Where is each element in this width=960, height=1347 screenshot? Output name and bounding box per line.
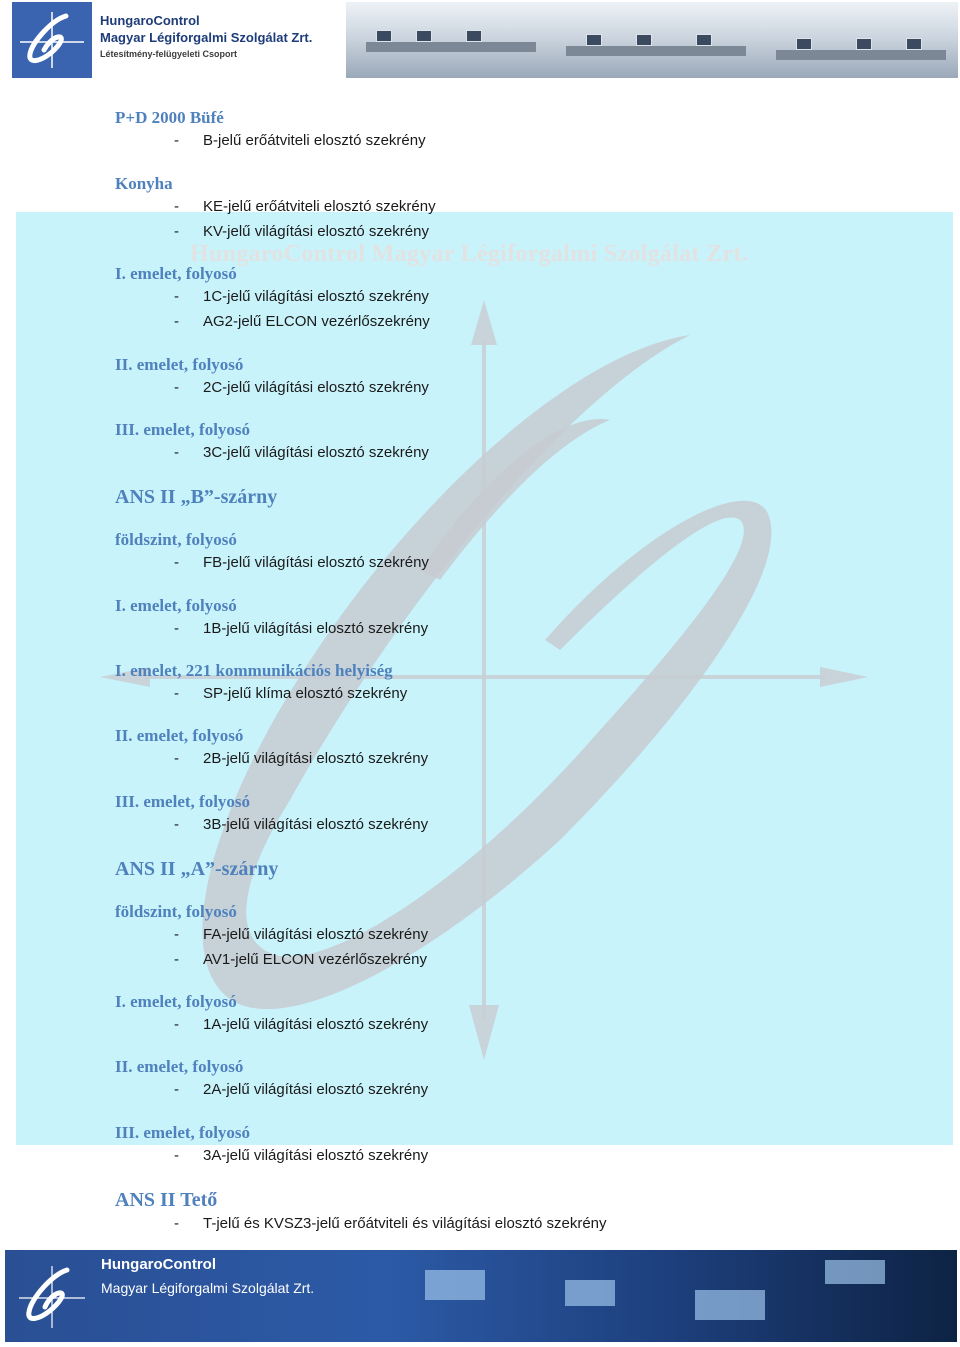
list-bullet: -	[174, 444, 179, 461]
list-item-text: 3A-jelű világítási elosztó szekrény	[203, 1147, 429, 1164]
header-org-name: HungaroControl	[100, 13, 200, 28]
list-bullet: -	[174, 816, 179, 833]
company-logo	[12, 2, 92, 78]
list-item-text: 1B-jelű világítási elosztó szekrény	[203, 620, 429, 637]
list-item	[174, 554, 429, 571]
header-org-dept: Létesítmény-felügyeleti Csoport	[100, 49, 238, 59]
section-heading: III. emelet, folyosó	[115, 792, 251, 811]
list-item	[174, 379, 429, 396]
list-item-text: T-jelű és KVSZ3-jelű erőátviteli és világítási elosztó szekrény	[203, 1215, 607, 1232]
list-item	[174, 816, 428, 833]
list-item	[174, 132, 426, 149]
section-heading: II. emelet, folyosó	[115, 355, 244, 374]
list-item	[174, 198, 436, 215]
section-heading: III. emelet, folyosó	[115, 1123, 251, 1142]
section-heading: I. emelet, folyosó	[115, 992, 237, 1011]
section-heading: ANS II „B”-szárny	[115, 486, 278, 508]
list-item	[174, 620, 428, 637]
list-bullet: -	[174, 620, 179, 637]
list-bullet: -	[174, 926, 179, 943]
list-item-text: KV-jelű világítási elosztó szekrény	[203, 223, 429, 240]
list-bullet: -	[174, 223, 179, 240]
section-heading: II. emelet, folyosó	[115, 1057, 244, 1076]
list-bullet: -	[174, 1081, 179, 1098]
list-item	[174, 926, 428, 943]
list-item-text: 3C-jelű világítási elosztó szekrény	[203, 444, 429, 461]
section-heading: földszint, folyosó	[115, 902, 237, 921]
list-bullet: -	[174, 313, 179, 330]
footer-org-full: Magyar Légiforgalmi Szolgálat Zrt.	[101, 1280, 315, 1296]
list-item-text: B-jelű erőátviteli elosztó szekrény	[203, 132, 426, 149]
list-bullet: -	[174, 379, 179, 396]
list-bullet: -	[174, 198, 179, 215]
control-room-photo	[346, 2, 958, 78]
section-heading: I. emelet, folyosó	[115, 264, 237, 283]
list-bullet: -	[174, 1147, 179, 1164]
list-item-text: 3B-jelű világítási elosztó szekrény	[203, 816, 429, 833]
list-bullet: -	[174, 951, 179, 968]
list-item-text: 2C-jelű világítási elosztó szekrény	[203, 379, 429, 396]
list-item-text: AV1-jelű ELCON vezérlőszekrény	[203, 951, 427, 968]
list-item-text: FA-jelű világítási elosztó szekrény	[203, 926, 429, 943]
footer-logo-icon	[17, 1264, 87, 1330]
footer-org-name: HungaroControl	[101, 1256, 216, 1273]
list-item	[174, 444, 429, 461]
section-heading: Konyha	[115, 174, 173, 193]
section-heading: I. emelet, 221 kommunikációs helyiség	[115, 661, 393, 680]
list-item-text: 2B-jelű világítási elosztó szekrény	[203, 750, 429, 767]
list-item	[174, 313, 430, 330]
list-bullet: -	[174, 685, 179, 702]
list-item-text: SP-jelű klíma elosztó szekrény	[203, 685, 408, 702]
list-item	[174, 1081, 428, 1098]
list-item	[174, 1215, 607, 1232]
hungarocontrol-logo-icon	[18, 10, 86, 70]
page-footer	[5, 1250, 957, 1342]
list-item	[174, 1016, 428, 1033]
list-item	[174, 1147, 428, 1164]
section-heading: ANS II Tető	[115, 1189, 218, 1211]
list-item	[174, 223, 429, 240]
list-bullet: -	[174, 554, 179, 571]
section-heading: földszint, folyosó	[115, 530, 237, 549]
list-bullet: -	[174, 750, 179, 767]
list-item-text: 1A-jelű világítási elosztó szekrény	[203, 1016, 429, 1033]
list-bullet: -	[174, 1215, 179, 1232]
list-bullet: -	[174, 132, 179, 149]
list-item-text: 1C-jelű világítási elosztó szekrény	[203, 288, 429, 305]
list-item	[174, 685, 407, 702]
watermark-text: HungaroControl Magyar Légiforgalmi Szolgálat Zrt.	[190, 241, 748, 267]
section-heading: P+D 2000 Büfé	[115, 108, 224, 127]
list-item-text: FB-jelű világítási elosztó szekrény	[203, 554, 429, 571]
section-heading: III. emelet, folyosó	[115, 420, 251, 439]
list-bullet: -	[174, 288, 179, 305]
list-bullet: -	[174, 1016, 179, 1033]
section-heading: II. emelet, folyosó	[115, 726, 244, 745]
list-item-text: KE-jelű erőátviteli elosztó szekrény	[203, 198, 436, 215]
page-header	[12, 2, 958, 78]
list-item	[174, 951, 427, 968]
section-heading: I. emelet, folyosó	[115, 596, 237, 615]
list-item-text: AG2-jelű ELCON vezérlőszekrény	[203, 313, 430, 330]
list-item	[174, 288, 429, 305]
list-item-text: 2A-jelű világítási elosztó szekrény	[203, 1081, 429, 1098]
section-heading: ANS II „A”-szárny	[115, 858, 279, 880]
header-org-full: Magyar Légiforgalmi Szolgálat Zrt.	[100, 30, 313, 45]
list-item	[174, 750, 428, 767]
